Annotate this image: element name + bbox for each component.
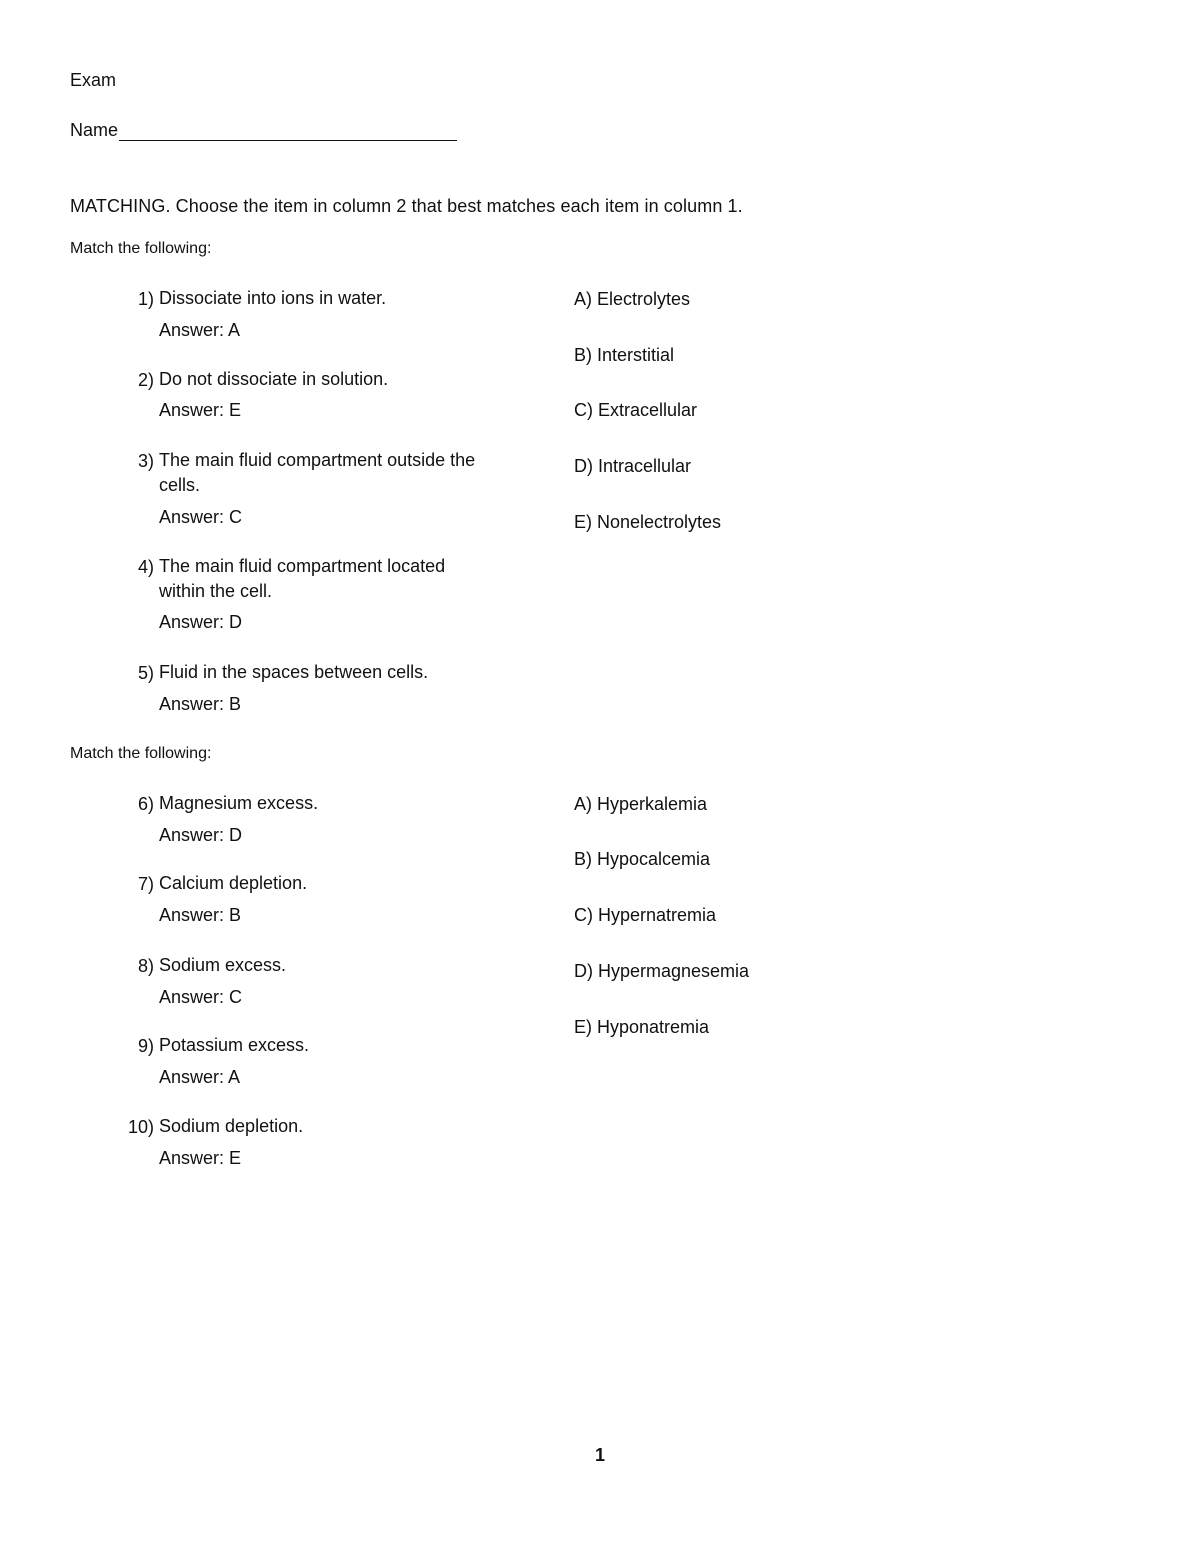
- question-text: The main fluid compartment located within the cell.: [159, 556, 446, 601]
- option-b: B) Interstitial: [574, 345, 675, 365]
- question-answer: Answer: B: [159, 905, 242, 925]
- question-answer: Answer: E: [159, 1148, 242, 1168]
- option-b: B) Hypocalcemia: [574, 849, 711, 869]
- question-answer: Answer: C: [159, 507, 243, 527]
- question-text: Sodium depletion.: [159, 1116, 304, 1136]
- option-e: E) Nonelectrolytes: [574, 512, 722, 532]
- question-answer: Answer: A: [159, 320, 241, 340]
- question-text: Do not dissociate in solution.: [159, 369, 389, 389]
- question-number: 2): [137, 370, 154, 390]
- section-1-heading: Match the following:: [70, 240, 212, 257]
- question-text: Fluid in the spaces between cells.: [159, 662, 429, 682]
- question-answer: Answer: B: [159, 694, 242, 714]
- question-answer: Answer: D: [159, 825, 243, 845]
- page-number: 1: [594, 1445, 605, 1465]
- question-number: 5): [137, 663, 154, 683]
- option-a: A) Hyperkalemia: [574, 794, 708, 814]
- option-c: C) Hypernatremia: [574, 905, 717, 925]
- option-e: E) Hyponatremia: [574, 1017, 710, 1037]
- question-text: Calcium depletion.: [159, 873, 308, 893]
- name-blank-line[interactable]: [119, 122, 457, 141]
- question-number: 7): [137, 874, 154, 894]
- question-number: 6): [137, 794, 154, 814]
- name-label: Name: [70, 120, 119, 140]
- question-number: 9): [137, 1036, 154, 1056]
- option-a: A) Electrolytes: [574, 289, 691, 309]
- question-answer: Answer: C: [159, 987, 243, 1007]
- question-number: 1): [137, 289, 154, 309]
- question-text: The main fluid compartment outside the cells.: [159, 450, 476, 495]
- option-c: C) Extracellular: [574, 400, 698, 420]
- question-answer: Answer: E: [159, 400, 242, 420]
- matching-instructions: MATCHING. Choose the item in column 2 that best matches each item in column 1.: [70, 196, 743, 216]
- question-answer: Answer: A: [159, 1067, 241, 1087]
- question-text: Potassium excess.: [159, 1035, 310, 1055]
- section-2-heading: Match the following:: [70, 745, 212, 762]
- question-number: 3): [137, 451, 154, 471]
- exam-title: Exam: [70, 70, 117, 90]
- question-text: Sodium excess.: [159, 955, 287, 975]
- option-d: D) Intracellular: [574, 456, 692, 476]
- question-number: 4): [137, 557, 154, 577]
- question-answer: Answer: D: [159, 612, 243, 632]
- option-d: D) Hypermagnesemia: [574, 961, 750, 981]
- question-text: Magnesium excess.: [159, 793, 319, 813]
- name-field-row: [70, 120, 457, 141]
- question-number: 10): [127, 1117, 154, 1137]
- question-text: Dissociate into ions in water.: [159, 288, 387, 308]
- question-number: 8): [137, 956, 154, 976]
